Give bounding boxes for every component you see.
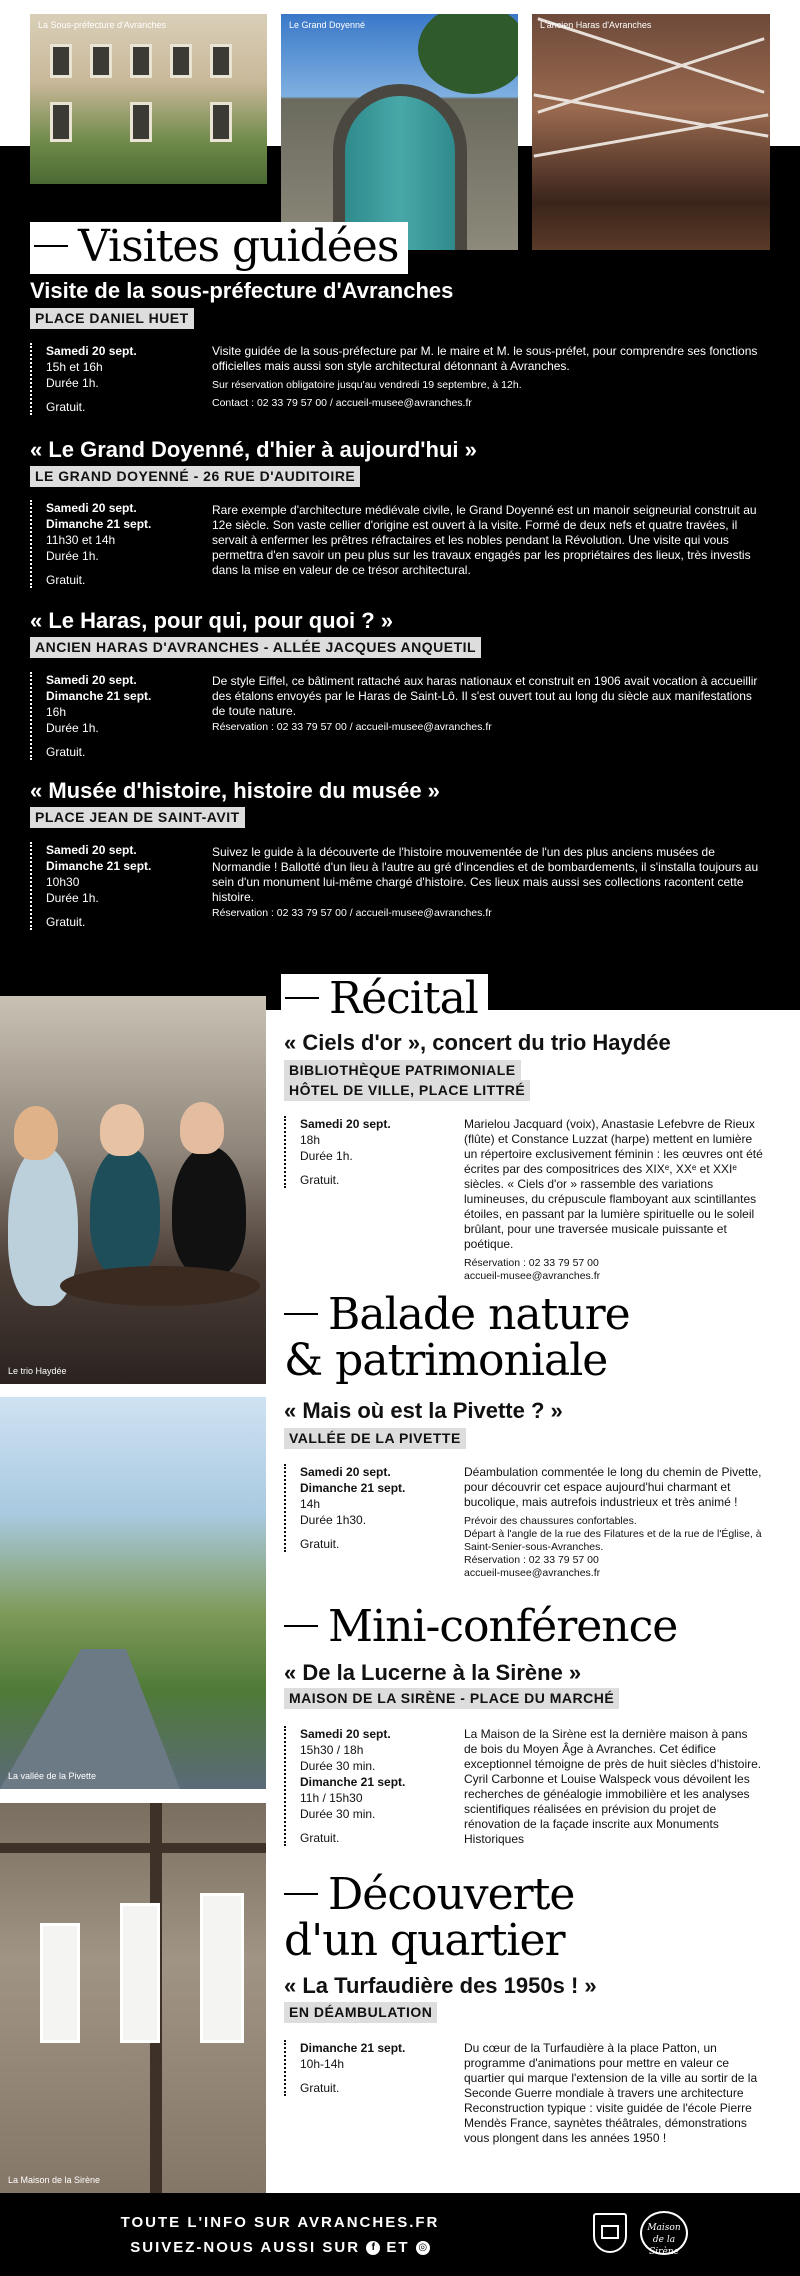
section-title-balade: Balade nature & patrimoniale [284,1289,630,1386]
event-title: « Mais où est la Pivette ? » [284,1398,563,1423]
date-line: Gratuit. [46,573,86,587]
event-description: Suivez le guide à la découverte de l'histoire mouvementée de l'un des plus anciens musées de Normandie ! Ballotté d'un lieu à l'autre au gré d'incendies et de bombardements, il s'installa toujours au sein d'un monument lui-même chargé d'histoire. Ces lieux mais aussi ses collections racontent cette histoire. Réservation : 02 33 79 57 00 / accueil-musee@avranches.fr [212,845,759,919]
date-line: Gratuit. [300,1831,340,1845]
event-description: De style Eiffel, ce bâtiment rattaché aux haras nationaux et construit en 1906 avait vocation à accueillir des étalons envoyés par le Haras de Saint-Lô. Il s'est ouvert tout au long du siècle aux manifestations de toute nature. Réservation : 02 33 79 57 00 / accueil-musee@avranches.fr [212,674,758,733]
window [200,1893,244,2043]
date-line: Dimanche 21 sept. [46,689,152,703]
date-line: Dimanche 21 sept. [300,1775,406,1789]
date-line: Gratuit. [46,915,86,929]
event-title: Visite de la sous-préfecture d'Avranches [30,278,454,303]
window [120,1903,160,2043]
photo-vallee-pivette [0,1397,266,1789]
person [90,1146,160,1276]
date-line: Gratuit. [300,1173,340,1187]
window [210,44,232,78]
date-line: 15h30 / 18h [300,1743,364,1757]
date-line: Samedi 20 sept. [300,1117,391,1131]
section-title-recital: Récital [281,974,488,1026]
spacer [46,736,200,744]
event-title: « Ciels d'or », concert du trio Haydée [284,1030,671,1055]
date-line: Durée 1h. [46,891,99,905]
event-dates [30,343,200,415]
window [210,102,232,142]
date-line: Samedi 20 sept. [46,501,137,515]
event-location: EN DÉAMBULATION [284,2002,437,2023]
date-line: 18h [300,1133,321,1147]
spacer [300,2072,454,2080]
window [90,44,112,78]
window [170,44,192,78]
event-dates [30,842,200,930]
date-line: Gratuit. [300,2081,340,2095]
event-location: MAISON DE LA SIRÈNE - PLACE DU MARCHÉ [284,1688,619,1709]
photo-trio-haydee [0,996,266,1384]
date-line: 15h et 16h [46,360,103,374]
event-title: « De la Lucerne à la Sirène » [284,1660,582,1685]
window [50,102,72,142]
event-description: Déambulation commentée le long du chemin de Pivette, pour découvrir cet espace aujourd'hui charmant et bucolique, mais autrefois industrieux et très animé ! Prévoir des chaussures confortables. Départ à l'angle de la rue des Filatures et de la rue de l'Église, à Saint-Senier-sous-Avranches. Réservation : 02 33 79 57 00 accueil-musee@avranches.fr [464,1465,762,1579]
date-line: 10h30 [46,875,80,889]
date-line: Dimanche 21 sept. [300,2041,406,2055]
maison-sirene-logo: Maison de la Sirène [640,2211,688,2255]
table [60,1266,260,1306]
photo-caption: Le trio Haydée [8,1366,67,1376]
event-dates [284,1464,454,1552]
facebook-icon[interactable]: f [366,2241,380,2255]
date-line: Durée 1h. [46,376,99,390]
event-description: Marielou Jacquard (voix), Anastasie Lefebvre de Rieux (flûte) et Constance Luzzat (harpe) mettent en lumière un répertoire exclusivement féminin : les œuvres ont été écrites par des compositrices des XIXᵉ, XXᵉ et XXIᵉ siècles. « Ciels d'or » rassemble des variations lumineuses, du crépuscule flamboyant aux scintillantes étoiles, en passant par la lumière spirituelle ou le soleil brûlant, pour une traversée musicale puissante et poétique. Réservation : 02 33 79 57 00 accueil-musee@avranches.fr [464,1117,763,1282]
event-description: Du cœur de la Turfaudière à la place Patton, un programme d'animations pour mettre en valeur ce quartier qui marque l'extension de la ville au sortir de la Seconde Guerre mondiale à travers une architecture Reconstruction typique : visite guidée de l'école Pierre Mendès France, saynètes théâtrales, démonstrations vous plongent dans les années 1950 ! [464,2041,758,2145]
date-line: Dimanche 21 sept. [300,1481,406,1495]
event-location: PLACE DANIEL HUET [30,308,194,329]
footer-social-line: SUIVEZ-NOUS AUSSI SUR f ET ◎ [0,2239,560,2256]
photo-maison-sirene [0,1803,266,2193]
spacer [46,564,200,572]
event-dates [30,672,200,760]
avranches-shield-logo [593,2213,627,2253]
date-line: Gratuit. [46,745,86,759]
person-head [180,1102,224,1154]
event-description: Visite guidée de la sous-préfecture par M. le maire et M. le sous-préfet, pour comprendre ses fonctions officielles mais aussi son style architectural détonnant à Avranches. Sur réservation obligatoire jusqu'au vendredi 19 septembre, à 12h. Contact : 02 33 79 57 00 / accueil-musee@avranches.fr [212,344,758,409]
roof-beam [534,113,769,157]
date-line: Samedi 20 sept. [300,1465,391,1479]
window [50,44,72,78]
event-title: « Le Haras, pour qui, pour quoi ? » [30,608,394,633]
event-title: « La Turfaudière des 1950s ! » [284,1973,597,1998]
event-description: La Maison de la Sirène est la dernière maison à pans de bois du Moyen Âge à Avranches. Cet édifice exceptionnel témoigne de près de huit siècles d'histoire. Cyril Carbonne et Louise Walspeck vous dévoilent les recherches de généalogie immobilière et les analyses scientifiques réalisées en prévision du projet de rénovation de la façade inscrite aux Monuments Historiques [464,1727,762,1846]
date-line: Durée 1h. [300,1149,353,1163]
date-line: Gratuit. [46,400,86,414]
roof-beam [534,93,769,137]
event-location: VALLÉE DE LA PIVETTE [284,1428,466,1449]
event-location: HÔTEL DE VILLE, PLACE LITTRÉ [284,1080,530,1101]
photo-caption: La Maison de la Sirène [8,2175,101,2185]
event-dates [284,1726,454,1846]
event-dates [284,1116,454,1188]
event-location: LE GRAND DOYENNÉ - 26 RUE D'AUDITOIRE [30,466,360,487]
event-title: « Musée d'histoire, histoire du musée » [30,778,440,803]
instagram-icon[interactable]: ◎ [416,2241,430,2255]
event-description: Rare exemple d'architecture médiévale civile, le Grand Doyenné est un manoir seigneurial construit au 12e siècle. Son vaste cellier d'origine est ouvert à la visite. Formé de deux nefs et quatre travées, il servait à enfermer les prêtres réfractaires et les nobles pendant la Révolution. Une visite qui vous permettra d'en savoir un peu plus sur les travaux engagés par les propriétaires des lieux, très investis dans la mise en valeur de ce trésor architectural. [212,503,757,577]
tree [418,14,518,94]
event-location: BIBLIOTHÈQUE PATRIMONIALE [284,1060,521,1081]
date-line: Gratuit. [300,1537,340,1551]
person-head [14,1106,58,1160]
timber [0,1843,266,1853]
date-line: 14h [300,1497,321,1511]
section-title-conference: Mini-conférence [284,1604,677,1650]
spacer [46,391,200,399]
photo-grand-doyenne [281,14,518,250]
date-line: 10h-14h [300,2057,345,2071]
window [40,1923,80,2043]
date-line: Samedi 20 sept. [46,344,137,358]
date-line: 11h30 et 14h [46,533,116,547]
section-title-visites: Visites guidées [30,222,408,274]
photo-caption: Le Grand Doyenné [289,20,366,30]
path [0,1649,180,1789]
event-dates [284,2040,454,2096]
person [172,1146,246,1276]
date-line: Samedi 20 sept. [46,843,137,857]
date-line: Durée 1h. [46,721,99,735]
date-line: Durée 1h. [46,549,99,563]
person-head [100,1104,144,1156]
date-line: Samedi 20 sept. [46,673,137,687]
date-line: 11h / 15h30 [300,1791,363,1805]
event-dates [30,500,200,588]
event-location: PLACE JEAN DE SAINT-AVIT [30,807,245,828]
photo-haras [532,14,770,250]
window [130,102,152,142]
date-line: Durée 30 min. [300,1759,376,1773]
spacer [300,1822,454,1830]
spacer [300,1164,454,1172]
event-title: « Le Grand Doyenné, d'hier à aujourd'hui » [30,437,477,462]
date-line: Durée 1h30. [300,1513,367,1527]
date-line: Dimanche 21 sept. [46,859,152,873]
photo-caption: La vallée de la Pivette [8,1771,97,1781]
spacer [300,1528,454,1536]
date-line: Durée 30 min. [300,1807,376,1821]
photo-sous-prefecture [30,14,267,184]
footer-website-link[interactable]: TOUTE L'INFO SUR AVRANCHES.FR [120,2214,440,2231]
date-line: Samedi 20 sept. [300,1727,391,1741]
date-line: Dimanche 21 sept. [46,517,152,531]
date-line: 16h [46,705,67,719]
photo-caption: La Sous-préfecture d'Avranches [38,20,167,30]
footer [0,2193,800,2276]
window [130,44,152,78]
spacer [46,906,200,914]
event-location: ANCIEN HARAS D'AVRANCHES - ALLÉE JACQUES ANQUETIL [30,637,481,658]
photo-caption: L'ancien Haras d'Avranches [540,20,652,30]
section-title-decouverte: Découverte d'un quartier [284,1869,575,1966]
